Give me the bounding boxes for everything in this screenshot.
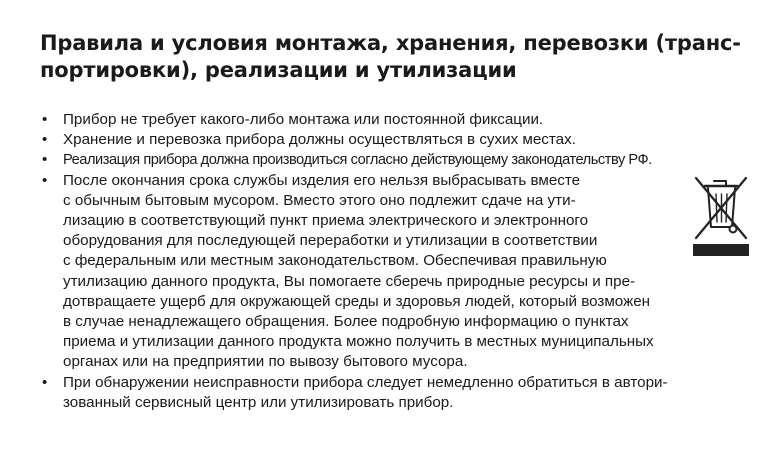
bullet-dot: • [42,151,48,169]
page-title [40,30,760,84]
list-item-text [63,171,760,373]
text-line: в случае ненадлежащего обращения. Более подробную информацию о пунктах [63,313,629,331]
text-line: зованный сервисный центр или утилизировать прибор. [63,393,454,411]
text-line: Прибор не требует какого-либо монтажа или постоянной фиксации. [63,111,544,128]
bullet-dot: • [42,171,48,189]
text-line: с обычным бытовым мусором. Вместо этого оно подлежит сдаче на ути- [63,191,576,209]
rules-list [40,110,760,413]
bullet-dot: • [42,111,48,128]
title-line-2: портировки), реализации и утилизации [40,58,517,82]
text-line: утилизацию данного продукта, Вы помогаете сберечь природные ресурсы и пре- [63,272,636,290]
text-line: При обнаружении неисправности прибора следует немедленно обратиться в автори- [63,373,668,391]
crossed-out-wheelie-bin-icon [692,172,750,258]
bullet-dot: • [42,131,48,149]
list-item-installation [40,110,760,130]
text-line: приема и утилизации данного продукта можно получить в местных муниципальных [63,333,654,351]
list-item-disposal [40,171,760,373]
list-item-text [63,373,760,413]
list-item-malfunction [40,373,760,413]
text-line: оборудования для последующей переработки и утилизации в соответствии [63,232,598,250]
text-line: с федеральным или местным законодательством. Обеспечивая правильную [63,252,607,270]
title-line-1: Правила и условия монтажа, хранения, перевозки (транс- [40,31,741,55]
text-line: лизацию в соответствующий пункт приема электрического и электронного [63,212,589,230]
text-line: После окончания срока службы изделия его нельзя выбрасывать вместе [63,171,581,189]
text-line: дотвращаете ущерб для окружающей среды и здоровья людей, который возможен [63,292,651,310]
text-line: Хранение и перевозка прибора должны осуществляться в сухих местах. [63,131,576,149]
text-line: Реализация прибора должна производиться согласно действующему законодательству РФ. [63,152,652,169]
list-item-storage [40,130,760,150]
list-item-text [63,130,760,150]
list-item-text [63,110,760,130]
bullet-dot: • [42,373,48,391]
text-line: органах или на предприятии по вывозу бытового мусора. [63,353,468,371]
list-item-sale [40,150,760,170]
list-item-text [63,150,760,170]
